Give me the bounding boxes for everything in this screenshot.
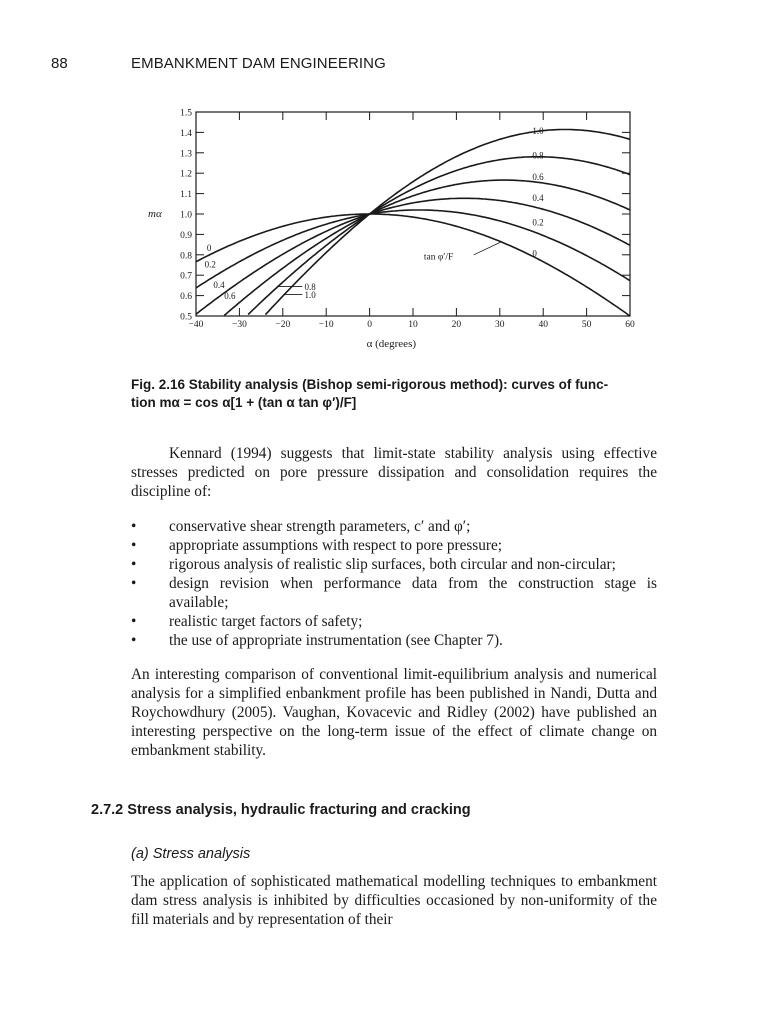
bullet-glyph: • (131, 537, 137, 554)
bullet-glyph: • (131, 575, 137, 592)
list-item-text: rigorous analysis of realistic slip surfaces, both circular and non-circular; (169, 556, 616, 573)
y-tick-label: 1.4 (180, 128, 192, 139)
series-curve-0.2 (196, 210, 630, 288)
y-tick-label: 0.5 (180, 312, 192, 323)
series-label-right: 0 (532, 248, 537, 259)
x-tick-label: 20 (451, 320, 462, 330)
chart-curves (196, 130, 630, 317)
list-item-text: design revision when performance data from the construction stage is available; (169, 575, 657, 611)
list-item-text: conservative shear strength parameters, c′ and φ′; (169, 518, 471, 535)
parameter-leader (474, 242, 502, 255)
series-label-callout: 0.8 (304, 281, 316, 292)
list-item-text: the use of appropriate instrumentation (see Chapter 7). (169, 632, 503, 649)
list-item-text: appropriate assumptions with respect to pore pressure; (169, 537, 503, 554)
bullet-list (131, 517, 657, 650)
y-axis-label: mα (148, 208, 162, 220)
y-tick-label: 0.9 (180, 230, 192, 241)
paragraph-3: The application of sophisticated mathematical modelling techniques to embankment dam stress analysis is inhibited by difficulties occasioned by non-uniformity of the fill materials and by representation of their (131, 873, 657, 928)
series-label-left: 0.4 (213, 279, 225, 290)
series-label-right: 0.4 (532, 193, 544, 204)
series-label-left: 0.2 (204, 259, 216, 270)
y-tick-label: 1.2 (180, 169, 192, 180)
paragraph-1: Kennard (1994) suggests that limit-state stability analysis using effective stresses predicted on pore pressure dissipation and consolidation requires the discipline of: (131, 445, 657, 500)
x-axis-label: α (degrees) (366, 338, 417, 350)
paragraph-2: An interesting comparison of conventional limit-equilibrium analysis and numerical analysis for a simplified enbankment profile has been published in Nandi, Dutta and Roychowdhury (2005). Vaughan, Kovacevic and Ridley (2002) have published an interesting perspective on the long-term issue of the effect of climate change on embankment stability. (131, 666, 657, 759)
series-label-callout: 1.0 (304, 290, 316, 301)
x-tick-label: −30 (231, 320, 247, 330)
list-item (131, 631, 657, 650)
caption-line-1: Fig. 2.16 Stability analysis (Bishop semi-rigorous method): curves of func- (131, 377, 609, 392)
series-curve-1.0 (265, 130, 630, 315)
y-tick-label: 1.1 (180, 190, 192, 201)
bullet-glyph: • (131, 632, 137, 649)
list-item (131, 574, 657, 612)
series-label-left: 0 (206, 243, 212, 254)
series-label-right: 1.0 (532, 125, 544, 136)
series-curve-0 (196, 214, 630, 316)
stability-chart (140, 100, 650, 362)
series-label-right: 0.8 (532, 150, 544, 161)
x-tick-label: 40 (538, 320, 548, 330)
section-heading: 2.7.2 Stress analysis, hydraulic fracturing and cracking (91, 802, 471, 818)
bullet-glyph: • (131, 556, 137, 573)
list-item (131, 517, 657, 536)
x-tick-label: −40 (188, 320, 204, 330)
subsection-heading: (a) Stress analysis (131, 846, 251, 862)
parameter-label: tan φ′/F (423, 252, 454, 263)
bullet-glyph: • (131, 518, 137, 535)
y-tick-label: 1.3 (180, 149, 192, 160)
x-tick-label: 10 (408, 320, 418, 330)
x-tick-label: 30 (495, 320, 505, 330)
x-tick-label: 50 (581, 320, 592, 330)
x-tick-label: 0 (367, 320, 372, 330)
bullet-glyph: • (131, 613, 137, 630)
list-item (131, 536, 657, 555)
y-tick-label: 0.7 (180, 271, 192, 282)
series-label-right: 0.6 (532, 171, 544, 182)
y-tick-label: 1.5 (180, 108, 192, 119)
x-tick-label: −20 (275, 320, 291, 330)
page-number: 88 (51, 55, 68, 72)
series-curve-0.4 (196, 198, 630, 314)
figure-caption (131, 376, 659, 412)
x-tick-label: −10 (318, 320, 334, 330)
list-item-text: realistic target factors of safety; (169, 613, 363, 630)
running-title: EMBANKMENT DAM ENGINEERING (131, 55, 386, 72)
series-label-left: 0.6 (224, 291, 236, 302)
x-tick-label: 60 (625, 320, 635, 330)
series-label-right: 0.2 (532, 217, 544, 228)
chart-labels (148, 109, 635, 351)
caption-line-2: tion mα = cos α[1 + (tan α tan φ′)/F] (131, 395, 357, 410)
list-item (131, 612, 657, 631)
y-tick-label: 0.8 (180, 251, 192, 262)
list-item (131, 555, 657, 574)
y-tick-label: 0.6 (180, 292, 192, 303)
y-tick-label: 1.0 (180, 210, 192, 221)
